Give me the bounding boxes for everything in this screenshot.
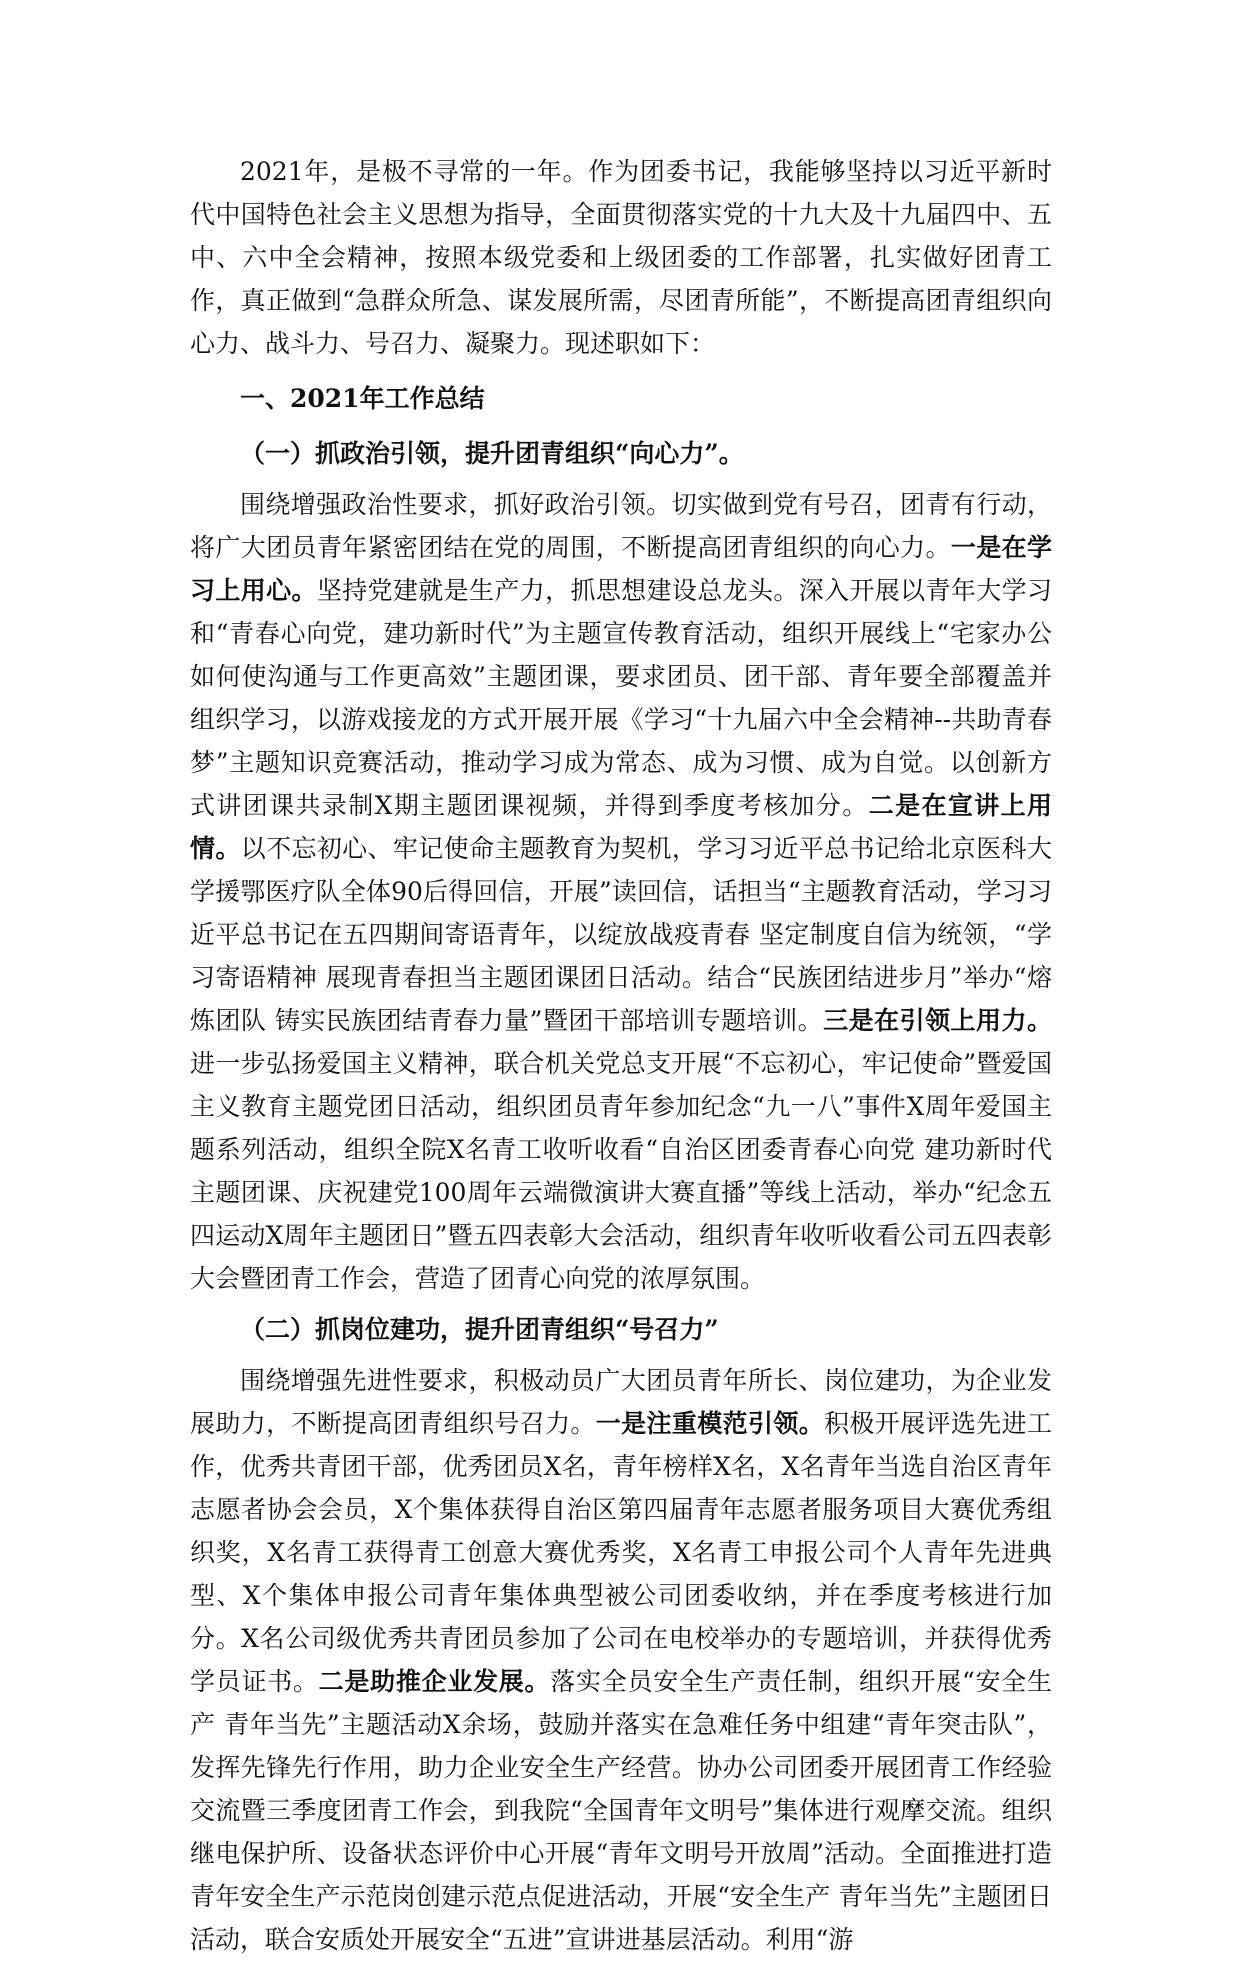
bold-point-1: 一是注重模范引领。 bbox=[595, 1409, 825, 1438]
paragraph-text: 围绕增强政治性要求，抓好政治引领。切实做到党有号召，团青有行动，将广大团员青年紧密团结在党的周围，不断提高团青组织的向心力。 bbox=[190, 490, 1052, 562]
subsection-1-paragraph bbox=[190, 483, 1052, 1300]
subsection-2-paragraph bbox=[190, 1359, 1052, 1961]
paragraph-text: 围绕增强先进性要求，积极动员广大团员青年所长、岗位建功，为企业发展助力，不断提高团青组织号召力。 bbox=[190, 1366, 1052, 1438]
paragraph-text: 积极开展评选先进工作，优秀共青团干部，优秀团员X名，青年榜样X名，X名青年当选自治区青年志愿者协会会员，X个集体获得自治区第四届青年志愿者服务项目大赛优秀组织奖，X名青工获得青工创意大赛优秀奖，X名青工申报公司个人青年先进典型、X个集体申报公司青年集体典型被公司团委收纳，并在季度考核进行加分。X名公司级优秀共青团员参加了公司在电校举办的专题培训，并获得优秀学员证书。 bbox=[190, 1409, 1052, 1696]
subsection-heading-2: （二）抓岗位建功，提升团青组织“号召力” bbox=[240, 1315, 719, 1344]
bold-point-1: 一是在学习上用心。 bbox=[190, 533, 1052, 605]
bold-point-3: 三是在引领上用力。 bbox=[823, 1006, 1052, 1035]
paragraph-text: 以不忘初心、牢记使命主题教育为契机，学习习近平总书记给北京医科大学援鄂医疗队全体90后得回信，开展”读回信，话担当“主题教育活动，学习习近平总书记在五四期间寄语青年，以绽放战疫青春 坚定制度自信为统领，“学习寄语精神 展现青春担当主题团课团日活动。结合“民族团结进步月”举办“熔炼团队 铸实民族团结青春力量”暨团干部培训专题培训。 bbox=[190, 834, 1052, 1035]
section-heading-1: 一、2021年工作总结 bbox=[240, 384, 485, 413]
paragraph-text: 进一步弘扬爱国主义精神，联合机关党总支开展“不忘初心，牢记使命”暨爱国主义教育主题党团日活动，组织团员青年参加纪念“九一八”事件X周年爱国主题系列活动，组织全院X名青工收听收看“自治区团委青春心向党 建功新时代主题团课、庆祝建党100周年云端微演讲大赛直播”等线上活动，举办“纪念五四运动X周年主题团日”暨五四表彰大会活动，组织青年收听收看公司五四表彰大会暨团青工作会，营造了团青心向党的浓厚氛围。 bbox=[190, 1049, 1052, 1293]
document-page bbox=[190, 150, 1052, 1961]
intro-paragraph: 2021年，是极不寻常的一年。作为团委书记，我能够坚持以习近平新时代中国特色社会主义思想为指导，全面贯彻落实党的十九大及十九届四中、五中、六中全会精神，按照本级党委和上级团委的工作部署，扎实做好团青工作，真正做到“急群众所急、谋发展所需，尽团青所能”，不断提高团青组织向心力、战斗力、号召力、凝聚力。现述职如下： bbox=[190, 157, 1052, 358]
bold-point-2: 二是助推企业发展。 bbox=[318, 1667, 551, 1696]
bold-point-2: 二是在宣讲上用情。 bbox=[190, 791, 1052, 863]
paragraph-text: 落实全员安全生产责任制，组织开展“安全生产 青年当先”主题活动X余场，鼓励并落实在急难任务中组建“青年突击队”，发挥先锋先行作用，助力企业安全生产经营。协办公司团委开展团青工作经验交流暨三季度团青工作会，到我院“全国青年文明号”集体进行观摩交流。组织继电保护所、设备状态评价中心开展“青年文明号开放周”活动。全面推进打造青年安全生产示范岗创建示范点促进活动，开展“安全生产 青年当先”主题团日活动，联合安质处开展安全“五进”宣讲进基层活动。利用“游 bbox=[190, 1667, 1052, 1954]
paragraph-text: 坚持党建就是生产力，抓思想建设总龙头。深入开展以青年大学习和“青春心向党，建功新时代”为主题宣传教育活动，组织开展线上“宅家办公如何使沟通与工作更高效”主题团课，要求团员、团干部、青年要全部覆盖并组织学习，以游戏接龙的方式开展开展《学习“十九届六中全会精神--共助青春梦”主题知识竞赛活动，推动学习成为常态、成为习惯、成为自觉。以创新方式讲团课共录制X期主题团课视频，并得到季度考核加分。 bbox=[190, 576, 1052, 820]
subsection-heading-1: （一）抓政治引领，提升团青组织“向心力”。 bbox=[240, 439, 744, 468]
